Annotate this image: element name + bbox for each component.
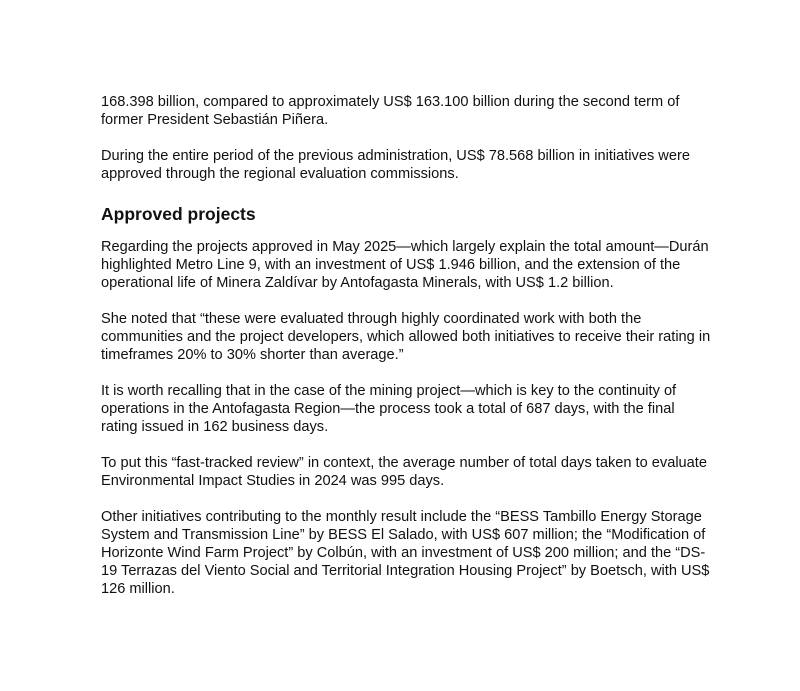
paragraph-3: Regarding the projects approved in May 2025—which largely explain the total amount—Durán highlighted Metro Line 9, with an investment of US$ 1.946 billion, and the extension of the operational life of Minera Zaldívar by Antofagasta Minerals, with US$ 1.2 billion. (101, 239, 709, 291)
paragraph-5: It is worth recalling that in the case of the mining project—which is key to the continuity of operations in the Antofagasta Region—the process took a total of 687 days, with the final rating issued in 162 business days. (101, 383, 677, 435)
paragraph-2: During the entire period of the previous administration, US$ 78.568 billion in initiatives were approved through the regional evaluation commissions. (101, 148, 690, 182)
article-body (101, 93, 711, 616)
section-heading: Approved projects (101, 204, 256, 224)
paragraph-1: 168.398 billion, compared to approximately US$ 163.100 billion during the second term of former President Sebastián Piñera. (101, 94, 680, 128)
paragraph-7: Other initiatives contributing to the monthly result include the “BESS Tambillo Energy Storage System and Transmission Line” by BESS El Salado, with US$ 607 million; the “Modification of Horizonte Wind Farm Project” by Colbún, with an investment of US$ 200 million; and the “DS-19 Terrazas del Viento Social and Territorial Integration Housing Project” by Boetsch, with US$ 126 million. (101, 509, 710, 597)
paragraph-4: She noted that “these were evaluated through highly coordinated work with both the communities and the project developers, which allowed both initiatives to receive their rating in timeframes 20% to 30% shorter than average.” (101, 311, 711, 363)
paragraph-6: To put this “fast-tracked review” in context, the average number of total days taken to evaluate Environmental Impact Studies in 2024 was 995 days. (101, 455, 707, 489)
